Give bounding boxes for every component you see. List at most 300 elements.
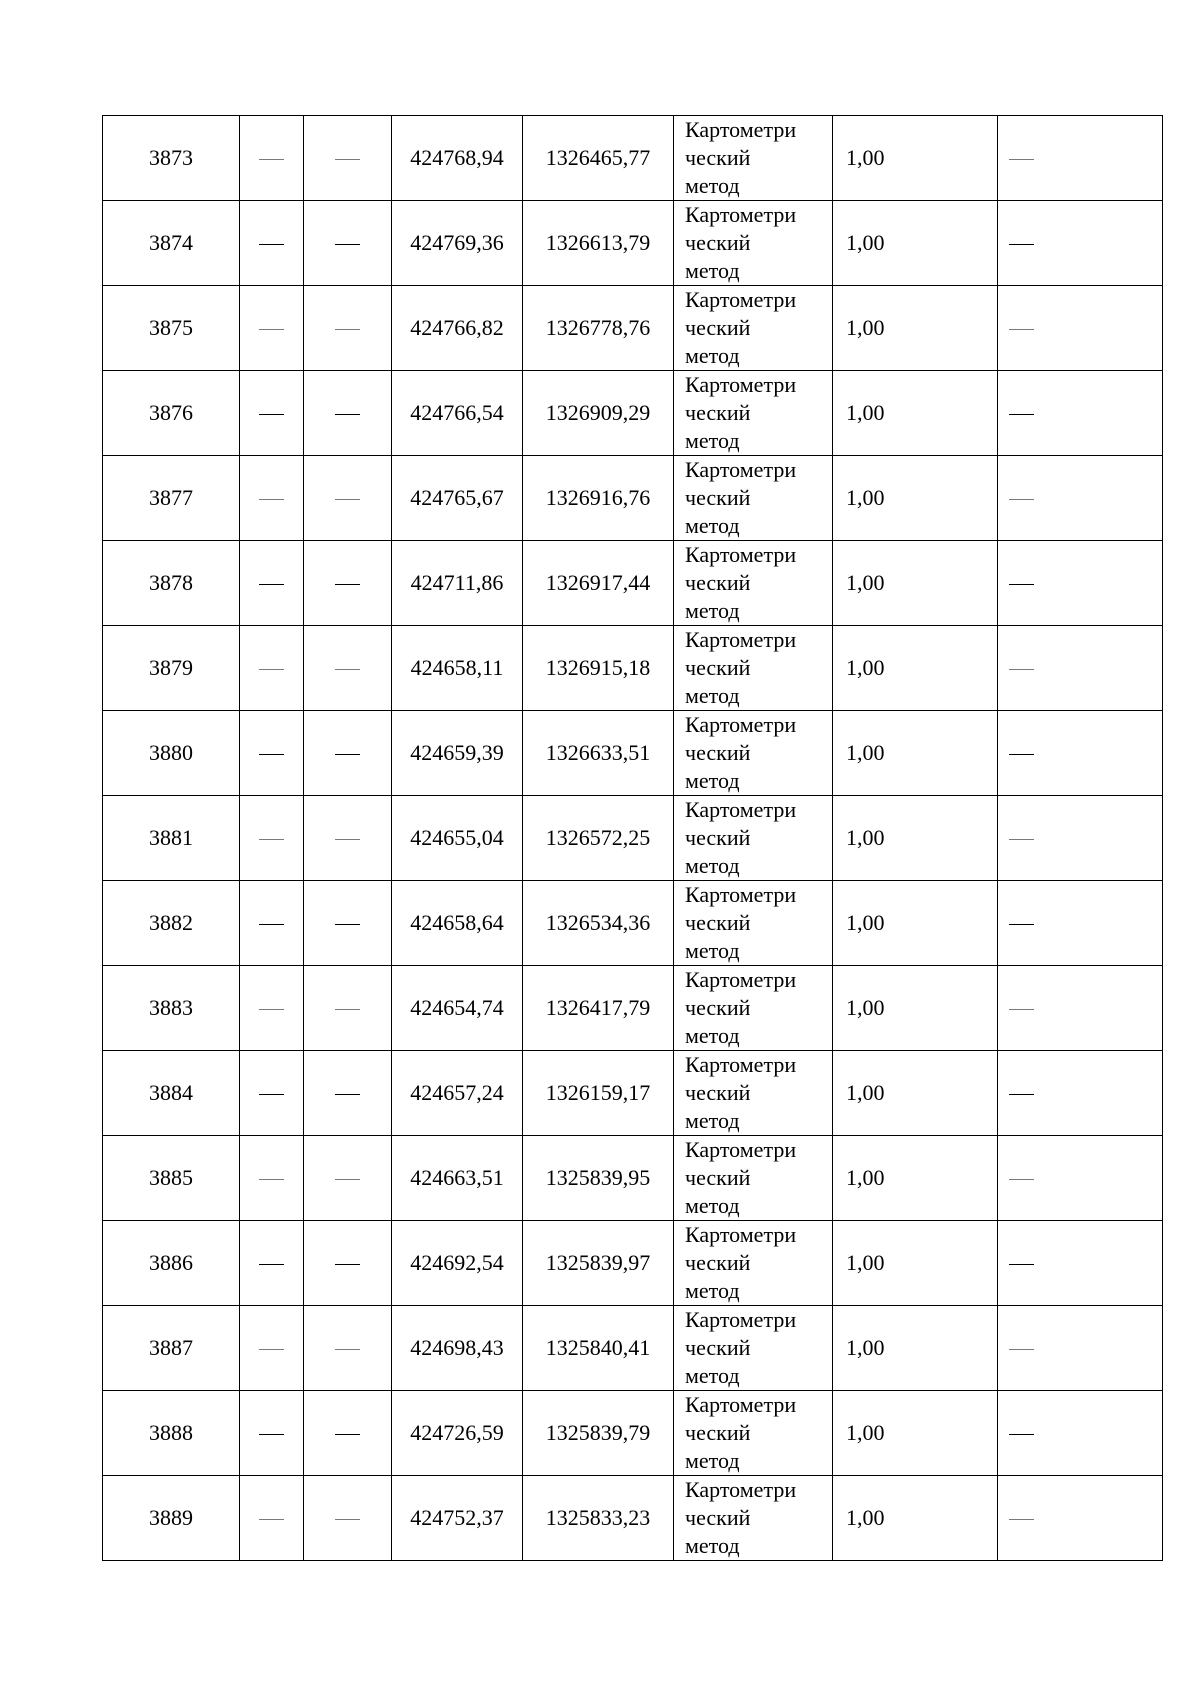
table-row [103,1051,1163,1136]
description-cell [998,456,1163,541]
dash-mark [335,244,360,245]
method-text-line: Картометри [685,1477,797,1502]
coordinate-x-cell [392,371,523,456]
table-row [103,881,1163,966]
dash-mark [259,1264,284,1265]
method-text-line: ческий [685,315,751,340]
method-text-line: метод [685,1108,740,1133]
point-number: 3880 [149,740,193,765]
description-cell [998,1476,1163,1561]
method-text-line: ческий [685,145,751,170]
description-cell [998,541,1163,626]
dash-mark [259,1094,284,1095]
old-x-cell [240,456,304,541]
old-x-cell [240,201,304,286]
dash-mark [1009,584,1034,585]
accuracy-value: 1,00 [846,1335,885,1360]
coordinate-y: 1325839,97 [545,1250,651,1275]
method-cell [674,626,833,711]
coordinate-x-cell [392,1051,523,1136]
dash-mark [1009,414,1034,415]
coordinate-x-cell [392,1306,523,1391]
coordinate-y: 1326633,51 [545,740,651,765]
method-cell [674,286,833,371]
old-x-cell [240,796,304,881]
dash-mark [335,159,360,160]
old-y-cell [304,371,392,456]
method-text-line: Картометри [685,117,797,142]
dash-mark [1009,669,1034,670]
point-number: 3881 [149,825,193,850]
accuracy-cell [833,541,998,626]
method-text-line: ческий [685,1505,751,1530]
dash-mark [259,159,284,160]
method-cell [674,1051,833,1136]
dash-mark [335,839,360,840]
accuracy-cell [833,966,998,1051]
method-cell [674,1221,833,1306]
method-text-line: Картометри [685,712,797,737]
method-text-line: метод [685,343,740,368]
accuracy-value: 1,00 [846,1250,885,1275]
dash-mark [259,414,284,415]
method-cell [674,1306,833,1391]
coordinate-x-cell [392,626,523,711]
table-row [103,456,1163,541]
dash-mark [335,1179,360,1180]
accuracy-value: 1,00 [846,145,885,170]
table-row [103,1306,1163,1391]
point-number: 3889 [149,1505,193,1530]
coordinate-x-cell [392,1391,523,1476]
dash-mark [1009,159,1034,160]
description-cell [998,116,1163,201]
method-cell [674,966,833,1051]
method-text-line: Картометри [685,1392,797,1417]
method-text-line: метод [685,1193,740,1218]
accuracy-cell [833,1476,998,1561]
old-y-cell [304,1136,392,1221]
dash-mark [1009,1519,1034,1520]
point-number-cell [103,1136,240,1221]
old-x-cell [240,1136,304,1221]
table-row [103,541,1163,626]
method-text-line: ческий [685,910,751,935]
accuracy-value: 1,00 [846,315,885,340]
dash-mark [1009,1009,1034,1010]
dash-mark [335,329,360,330]
method-text-line: ческий [685,485,751,510]
method-text-line: ческий [685,740,751,765]
method-text-line: Картометри [685,1052,797,1077]
method-text-line: Картометри [685,372,797,397]
point-number-cell [103,796,240,881]
point-number-cell [103,116,240,201]
coordinate-y-cell [523,966,674,1051]
method-text-line: ческий [685,1165,751,1190]
accuracy-cell [833,796,998,881]
accuracy-cell [833,1391,998,1476]
method-cell [674,371,833,456]
accuracy-value: 1,00 [846,740,885,765]
method-text-line: Картометри [685,1137,797,1162]
coordinate-y-cell [523,456,674,541]
coordinate-y-cell [523,711,674,796]
coordinate-x: 424769,36 [410,230,504,255]
accuracy-value: 1,00 [846,1165,885,1190]
method-text-line: метод [685,938,740,963]
coordinate-y-cell [523,1476,674,1561]
coordinate-y: 1326915,18 [545,655,651,680]
method-text-line: Картометри [685,627,797,652]
method-text-line: Картометри [685,882,797,907]
method-cell [674,456,833,541]
accuracy-cell [833,1306,998,1391]
point-number-cell [103,1476,240,1561]
coordinate-y-cell [523,1136,674,1221]
old-y-cell [304,1391,392,1476]
method-text-line: метод [685,258,740,283]
old-x-cell [240,1306,304,1391]
accuracy-value: 1,00 [846,570,885,595]
accuracy-value: 1,00 [846,1505,885,1530]
point-number-cell [103,371,240,456]
dash-mark [335,584,360,585]
point-number-cell [103,881,240,966]
dash-mark [335,414,360,415]
point-number-cell [103,286,240,371]
coordinate-y-cell [523,1306,674,1391]
description-cell [998,1391,1163,1476]
point-number-cell [103,201,240,286]
table-row [103,1136,1163,1221]
coordinate-x: 424766,82 [410,315,504,340]
old-x-cell [240,1051,304,1136]
old-x-cell [240,881,304,966]
old-x-cell [240,371,304,456]
old-x-cell [240,116,304,201]
method-text-line: ческий [685,570,751,595]
coordinate-x-cell [392,1136,523,1221]
accuracy-value: 1,00 [846,910,885,935]
dash-mark [335,669,360,670]
coordinate-x-cell [392,796,523,881]
old-x-cell [240,966,304,1051]
coordinate-y-cell [523,371,674,456]
coordinate-y-cell [523,286,674,371]
point-number-cell [103,626,240,711]
method-text-line: метод [685,173,740,198]
method-cell [674,1476,833,1561]
dash-mark [335,1349,360,1350]
dash-mark [259,584,284,585]
coordinate-y: 1326909,29 [545,400,651,425]
old-x-cell [240,1476,304,1561]
coordinate-x: 424711,86 [410,570,504,595]
method-text-line: метод [685,768,740,793]
accuracy-value: 1,00 [846,995,885,1020]
coordinate-x-cell [392,286,523,371]
coordinate-x-cell [392,201,523,286]
coordinate-x: 424663,51 [410,1165,504,1190]
dash-mark [335,1434,360,1435]
accuracy-cell [833,1136,998,1221]
point-number: 3875 [149,315,193,340]
coordinate-y: 1326916,76 [545,485,651,510]
coordinate-y: 1326417,79 [545,995,651,1020]
dash-mark [1009,1264,1034,1265]
description-cell [998,286,1163,371]
dash-mark [259,924,284,925]
description-cell [998,626,1163,711]
point-number-cell [103,1306,240,1391]
dash-mark [1009,499,1034,500]
dash-mark [1009,754,1034,755]
coordinate-x-cell [392,1221,523,1306]
table-row [103,286,1163,371]
coordinate-y: 1325839,79 [545,1420,651,1445]
point-number-cell [103,966,240,1051]
description-cell [998,201,1163,286]
old-y-cell [304,201,392,286]
old-y-cell [304,711,392,796]
point-number: 3883 [149,995,193,1020]
accuracy-cell [833,626,998,711]
old-y-cell [304,796,392,881]
coordinate-y: 1325839,95 [545,1165,651,1190]
description-cell [998,796,1163,881]
dash-mark [335,754,360,755]
method-text-line: Картометри [685,287,797,312]
old-x-cell [240,286,304,371]
dash-mark [1009,1349,1034,1350]
method-text-line: Картометри [685,457,797,482]
accuracy-value: 1,00 [846,825,885,850]
dash-mark [335,1264,360,1265]
point-number: 3887 [149,1335,193,1360]
old-y-cell [304,966,392,1051]
old-y-cell [304,1476,392,1561]
table-row [103,1391,1163,1476]
old-y-cell [304,881,392,966]
method-text-line: метод [685,1363,740,1388]
method-text-line: Картометри [685,1307,797,1332]
coordinate-x: 424657,24 [410,1080,504,1105]
method-cell [674,201,833,286]
table-row [103,711,1163,796]
table-row [103,1221,1163,1306]
old-y-cell [304,1221,392,1306]
old-x-cell [240,711,304,796]
dash-mark [259,839,284,840]
method-text-line: ческий [685,825,751,850]
coordinate-x: 424726,59 [410,1420,504,1445]
point-number: 3873 [149,145,193,170]
old-x-cell [240,541,304,626]
coordinate-y-cell [523,796,674,881]
accuracy-cell [833,201,998,286]
accuracy-cell [833,456,998,541]
dash-mark [259,1434,284,1435]
accuracy-value: 1,00 [846,485,885,510]
method-text-line: метод [685,1278,740,1303]
method-text-line: ческий [685,655,751,680]
description-cell [998,1221,1163,1306]
coordinate-x-cell [392,966,523,1051]
method-cell [674,1136,833,1221]
description-cell [998,966,1163,1051]
point-number-cell [103,541,240,626]
method-cell [674,116,833,201]
coordinates-table-body [103,116,1163,1561]
method-cell [674,1391,833,1476]
dash-mark [335,499,360,500]
accuracy-cell [833,286,998,371]
accuracy-value: 1,00 [846,1420,885,1445]
coordinate-x-cell [392,1476,523,1561]
coordinate-y: 1326465,77 [545,145,651,170]
dash-mark [259,329,284,330]
dash-mark [335,924,360,925]
table-row [103,796,1163,881]
coordinate-x: 424658,11 [410,655,504,680]
coordinate-x: 424692,54 [410,1250,504,1275]
method-text-line: метод [685,853,740,878]
description-cell [998,1306,1163,1391]
description-cell [998,1051,1163,1136]
method-text-line: ческий [685,1250,751,1275]
coordinate-y: 1326917,44 [545,570,651,595]
coordinate-y: 1325833,23 [545,1505,651,1530]
dash-mark [259,1519,284,1520]
dash-mark [1009,924,1034,925]
description-cell [998,1136,1163,1221]
point-number: 3888 [149,1420,193,1445]
method-text-line: метод [685,1448,740,1473]
description-cell [998,371,1163,456]
old-y-cell [304,456,392,541]
dash-mark [1009,1434,1034,1435]
coordinates-table [102,115,1163,1561]
coordinate-x-cell [392,541,523,626]
table-row [103,371,1163,456]
method-text-line: метод [685,683,740,708]
dash-mark [1009,329,1034,330]
method-text-line: Картометри [685,1222,797,1247]
method-cell [674,796,833,881]
method-cell [674,881,833,966]
point-number: 3882 [149,910,193,935]
coordinate-y-cell [523,881,674,966]
old-y-cell [304,116,392,201]
point-number: 3884 [149,1080,193,1105]
point-number-cell [103,1391,240,1476]
dash-mark [259,244,284,245]
description-cell [998,711,1163,796]
old-y-cell [304,1051,392,1136]
coordinate-x-cell [392,881,523,966]
method-text-line: Картометри [685,542,797,567]
method-text-line: ческий [685,1420,751,1445]
accuracy-value: 1,00 [846,655,885,680]
method-text-line: ческий [685,400,751,425]
point-number-cell [103,456,240,541]
dash-mark [335,1009,360,1010]
method-text-line: Картометри [685,967,797,992]
accuracy-cell [833,116,998,201]
coordinate-y-cell [523,1051,674,1136]
coordinate-x: 424766,54 [410,400,504,425]
accuracy-cell [833,711,998,796]
method-text-line: ческий [685,230,751,255]
dash-mark [1009,1179,1034,1180]
point-number-cell [103,1051,240,1136]
point-number: 3886 [149,1250,193,1275]
dash-mark [259,1009,284,1010]
coordinate-x: 424698,43 [410,1335,504,1360]
method-text-line: метод [685,428,740,453]
coordinate-x-cell [392,456,523,541]
coordinate-x-cell [392,116,523,201]
accuracy-cell [833,881,998,966]
accuracy-cell [833,371,998,456]
dash-mark [259,1349,284,1350]
method-text-line: ческий [685,1335,751,1360]
coordinate-x-cell [392,711,523,796]
accuracy-value: 1,00 [846,230,885,255]
old-y-cell [304,286,392,371]
point-number: 3879 [149,655,193,680]
old-x-cell [240,1221,304,1306]
method-text-line: Картометри [685,797,797,822]
method-text-line: метод [685,598,740,623]
coordinate-y: 1326613,79 [545,230,651,255]
method-cell [674,541,833,626]
coordinate-x: 424768,94 [410,145,504,170]
point-number: 3876 [149,400,193,425]
dash-mark [1009,244,1034,245]
coordinate-x: 424659,39 [410,740,504,765]
method-text-line: ческий [685,1080,751,1105]
old-y-cell [304,1306,392,1391]
coordinate-y: 1326159,17 [545,1080,651,1105]
coordinate-y-cell [523,116,674,201]
coordinate-y-cell [523,1221,674,1306]
coordinate-x: 424654,74 [410,995,504,1020]
coordinate-x: 424752,37 [410,1505,504,1530]
coordinate-y: 1326534,36 [545,910,651,935]
dash-mark [259,669,284,670]
coordinate-y-cell [523,1391,674,1476]
method-text-line: метод [685,1023,740,1048]
table-row [103,966,1163,1051]
accuracy-value: 1,00 [846,1080,885,1105]
dash-mark [1009,1094,1034,1095]
method-cell [674,711,833,796]
method-text-line: Картометри [685,202,797,227]
coordinate-x: 424765,67 [410,485,504,510]
coordinate-y-cell [523,626,674,711]
coordinate-x: 424658,64 [410,910,504,935]
point-number: 3874 [149,230,193,255]
description-cell [998,881,1163,966]
coordinate-y-cell [523,201,674,286]
coordinate-y: 1326778,76 [545,315,651,340]
coordinate-y-cell [523,541,674,626]
method-text-line: ческий [685,995,751,1020]
point-number-cell [103,1221,240,1306]
accuracy-cell [833,1051,998,1136]
